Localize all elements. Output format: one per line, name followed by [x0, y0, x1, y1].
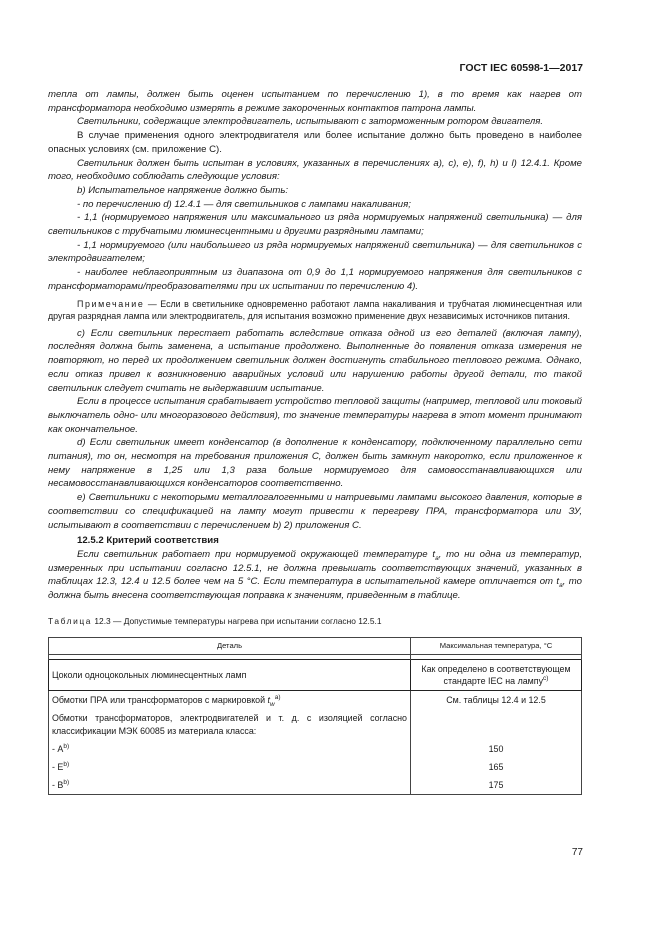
table-row — [49, 659, 582, 690]
section-heading: 12.5.2 Критерий соответствия — [77, 535, 219, 547]
section-paragraph: Если светильник работает при нормируемой окружающей температуре $t_а$, то ни одна из температур, измеренных при испытании согласно 12.5.1, не должна превышать соответствующих значений, указанных в таблицах 12.3, 12.4 и 12.5 более чем на 5 °С. Если температура в испытательной камере отличается от $t_а$, то должна быть внесена соответствующая поправка к значениям, приведенным в таблице. — [48, 548, 582, 602]
table-cell: См. таблицы 12.4 и 12.5 — [411, 691, 582, 710]
note-text: — Если в светильнике одновременно работают лампа накаливания и трубчатая люминесцентная или другая разрядная лампа или электродвигатель, для испытания возможно применение двух независимых источников питания. — [48, 298, 582, 322]
paragraph-5: b) Испытательное напряжение должно быть: — [77, 184, 289, 196]
table-cell: 165 — [411, 758, 582, 776]
list-item-1: - по перечислению d) 12.4.1 — для светильников с лампами накаливания; — [77, 198, 411, 210]
table-cell: Обмотки трансформаторов, электродвигателей и т. д. с изоляцией согласно классификации МЭК 60085 из материала класса: — [49, 709, 411, 739]
table-cell: Обмотки ПРА или трансформаторов с маркировкой $t_w^{a)}$ — [49, 691, 411, 710]
table-cell: Цоколи одноцокольных люминесцентных ламп — [49, 659, 411, 690]
paragraph-1: тепла от лампы, должен быть оценен испытанием по перечислению 1), в то время как нагрев от трансформатора необходимо измерять в режиме закороченных контактов патрона лампы. — [48, 89, 582, 114]
paragraph-2: Светильники, содержащие электродвигатель, испытывают с заторможенным ротором двигателя. — [77, 116, 544, 128]
page-number: 77 — [571, 847, 583, 858]
paragraph-4: Светильник должен быть испытан в условиях, указанных в перечислениях а), с), е), f), h) и l) 12.4.1. Кроме того, необходимо соблюдать следующие условия: — [48, 157, 582, 183]
list-item-4: - наиболее неблагоприятным из диапазона от 0,9 до 1,1 нормируемого напряжения для светильников с трансформаторами/преобразователями при их испытании по перечислению 4). — [48, 267, 582, 292]
page-body — [48, 88, 582, 795]
list-item-3: - 1,1 нормируемого (или наибольшего из ряда нормируемых напряжений светильника) — для светильников с электродвигателем; — [48, 239, 582, 265]
paragraph-c: c) Если светильник перестает работать вследствие отказа одной из его деталей (включая лампу), последняя должна быть заменена, а испытание продолжено. Выполненные до появления отказа измерения не повторяют, но перед их продолжением светильник должен достигнуть стабильного теплового режима. Однако, если отказ привел к возникновению аварийных условий или нарушению работы другой детали, то такой светильник следует считать не выдержавшим испытание. — [48, 327, 582, 394]
table-caption: Таблица 12.3 — Допустимые температуры нагрева при испытании согласно 12.5.1 — [48, 615, 382, 626]
table-cell: - $В^{b)}$ — [49, 776, 411, 795]
table-row — [49, 740, 582, 758]
note-label: Примечание — [77, 298, 145, 309]
paragraph-3: В случае применения одного электродвигателя или более испытание должно быть проведено в наиболее опасных условиях (см. приложение С). — [48, 130, 582, 155]
table-cell: Как определено в соответствующем стандарте IEC на лампу$^{c)}$ — [411, 659, 582, 690]
table-cell: 175 — [411, 776, 582, 795]
list-item-2: - 1,1 (нормируемого напряжения или максимального из ряда нормируемых напряжений светильника) — для светильников с трубчатыми люминесцентными и другими разрядными лампами; — [48, 212, 582, 238]
table-cell: - $А^{b)}$ — [49, 740, 411, 758]
note — [48, 298, 582, 323]
document-header: ГОСТ IEC 60598-1—2017 — [459, 62, 583, 74]
temperature-table — [48, 637, 582, 796]
table-cell — [411, 709, 582, 739]
column-header-part: Деталь — [49, 637, 411, 654]
table-row — [49, 691, 582, 710]
column-header-max-temperature: Максимальная температура, °С — [411, 637, 582, 654]
table-cell: 150 — [411, 740, 582, 758]
table-cell: - $Е^{b)}$ — [49, 758, 411, 776]
table-row — [49, 709, 582, 739]
table-header-row — [49, 637, 582, 654]
paragraph-d: d) Если светильник имеет конденсатор (в дополнение к конденсатору, подключенному параллельно сети питания), то он, несмотря на требования приложения С, должен быть замкнут накоротко, если приложенное к нему напряжение в 1,25 или 1,3 раза больше нормируемого для самовосстанавливающихся или несамовосстанавливающихся конденсаторов соответственно. — [48, 437, 582, 490]
paragraph-e: e) Светильники с некоторыми металлогалогенными и натриевыми лампами высокого давления, которые в соответствии со спецификацией на лампу могут привести к перегреву ПРА, трансформатора или ЗУ, испытывают в соответствии с перечислением b) 2) приложения С. — [48, 492, 582, 531]
table-row — [49, 776, 582, 795]
paragraph-thermal: Если в процессе испытания срабатывает устройство тепловой защиты (например, тепловой или токовый выключатель одно- или многоразового действия), то значение температуры нагрева в этот момент принимают как окончательное. — [48, 396, 582, 435]
table-row — [49, 758, 582, 776]
